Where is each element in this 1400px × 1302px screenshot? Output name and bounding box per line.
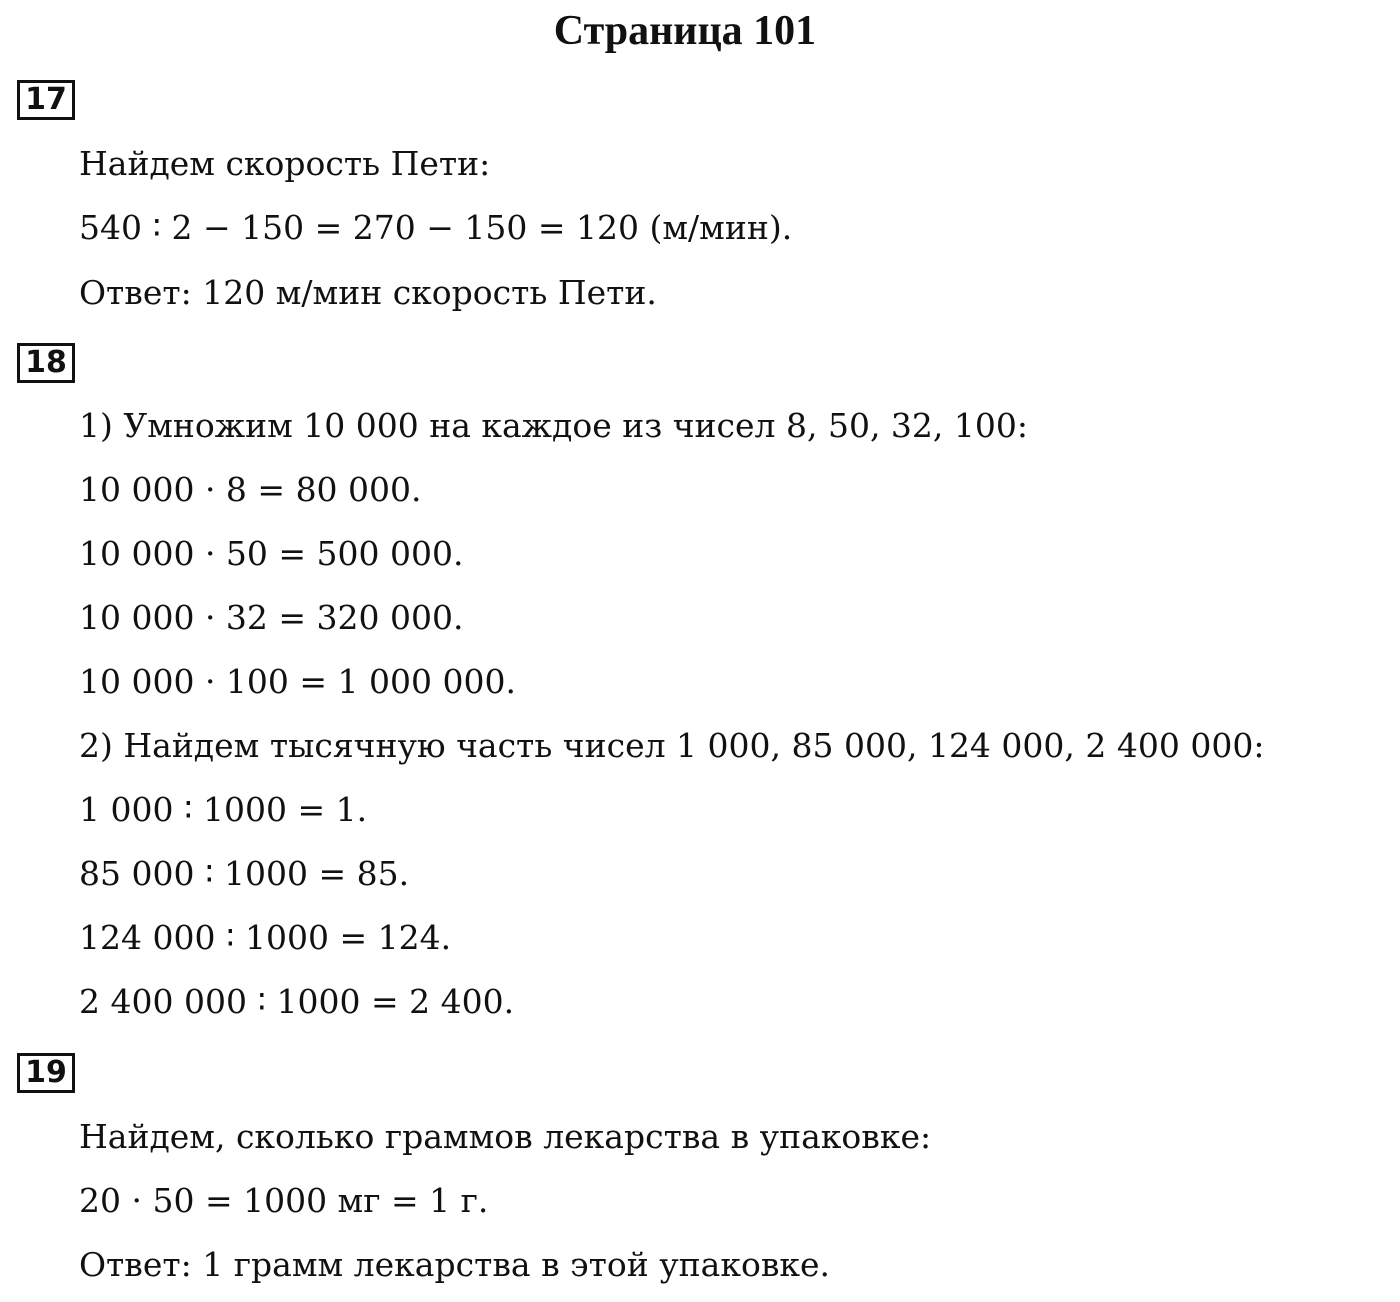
task-18-line-7: 1 000 ∶ 1000 = 1. xyxy=(79,790,368,829)
task-18-line-2: 10 000 · 8 = 80 000. xyxy=(79,470,422,509)
task-18-line-3: 10 000 · 50 = 500 000. xyxy=(79,534,464,573)
task-17-line-1: Найдем скорость Пети: xyxy=(79,144,491,183)
task-18-line-10: 2 400 000 ∶ 1000 = 2 400. xyxy=(79,982,515,1021)
task-18-line-1: 1) Умножим 10 000 на каждое из чисел 8, 50, 32, 100: xyxy=(79,406,1029,445)
task-17-line-3: Ответ: 120 м/мин скорость Пети. xyxy=(79,273,657,312)
task-17-line-2: 540 ∶ 2 − 150 = 270 − 150 = 120 (м/мин). xyxy=(79,208,793,247)
task-18-number-box: 18 xyxy=(17,343,75,383)
task-19-line-3: Ответ: 1 грамм лекарства в этой упаковке. xyxy=(79,1245,831,1284)
task-19-line-2: 20 · 50 = 1000 мг = 1 г. xyxy=(79,1181,489,1220)
task-18-line-5: 10 000 · 100 = 1 000 000. xyxy=(79,662,516,701)
task-18-line-6: 2) Найдем тысячную часть чисел 1 000, 85 000, 124 000, 2 400 000: xyxy=(79,726,1265,765)
task-19-line-1: Найдем, сколько граммов лекарства в упаковке: xyxy=(79,1117,932,1156)
task-19-number-box: 19 xyxy=(17,1053,75,1093)
page-title: Страница 101 xyxy=(553,8,817,54)
task-18-line-8: 85 000 ∶ 1000 = 85. xyxy=(79,854,410,893)
task-18-line-4: 10 000 · 32 = 320 000. xyxy=(79,598,464,637)
task-18-line-9: 124 000 ∶ 1000 = 124. xyxy=(79,918,452,957)
task-17-number-box: 17 xyxy=(17,80,75,120)
